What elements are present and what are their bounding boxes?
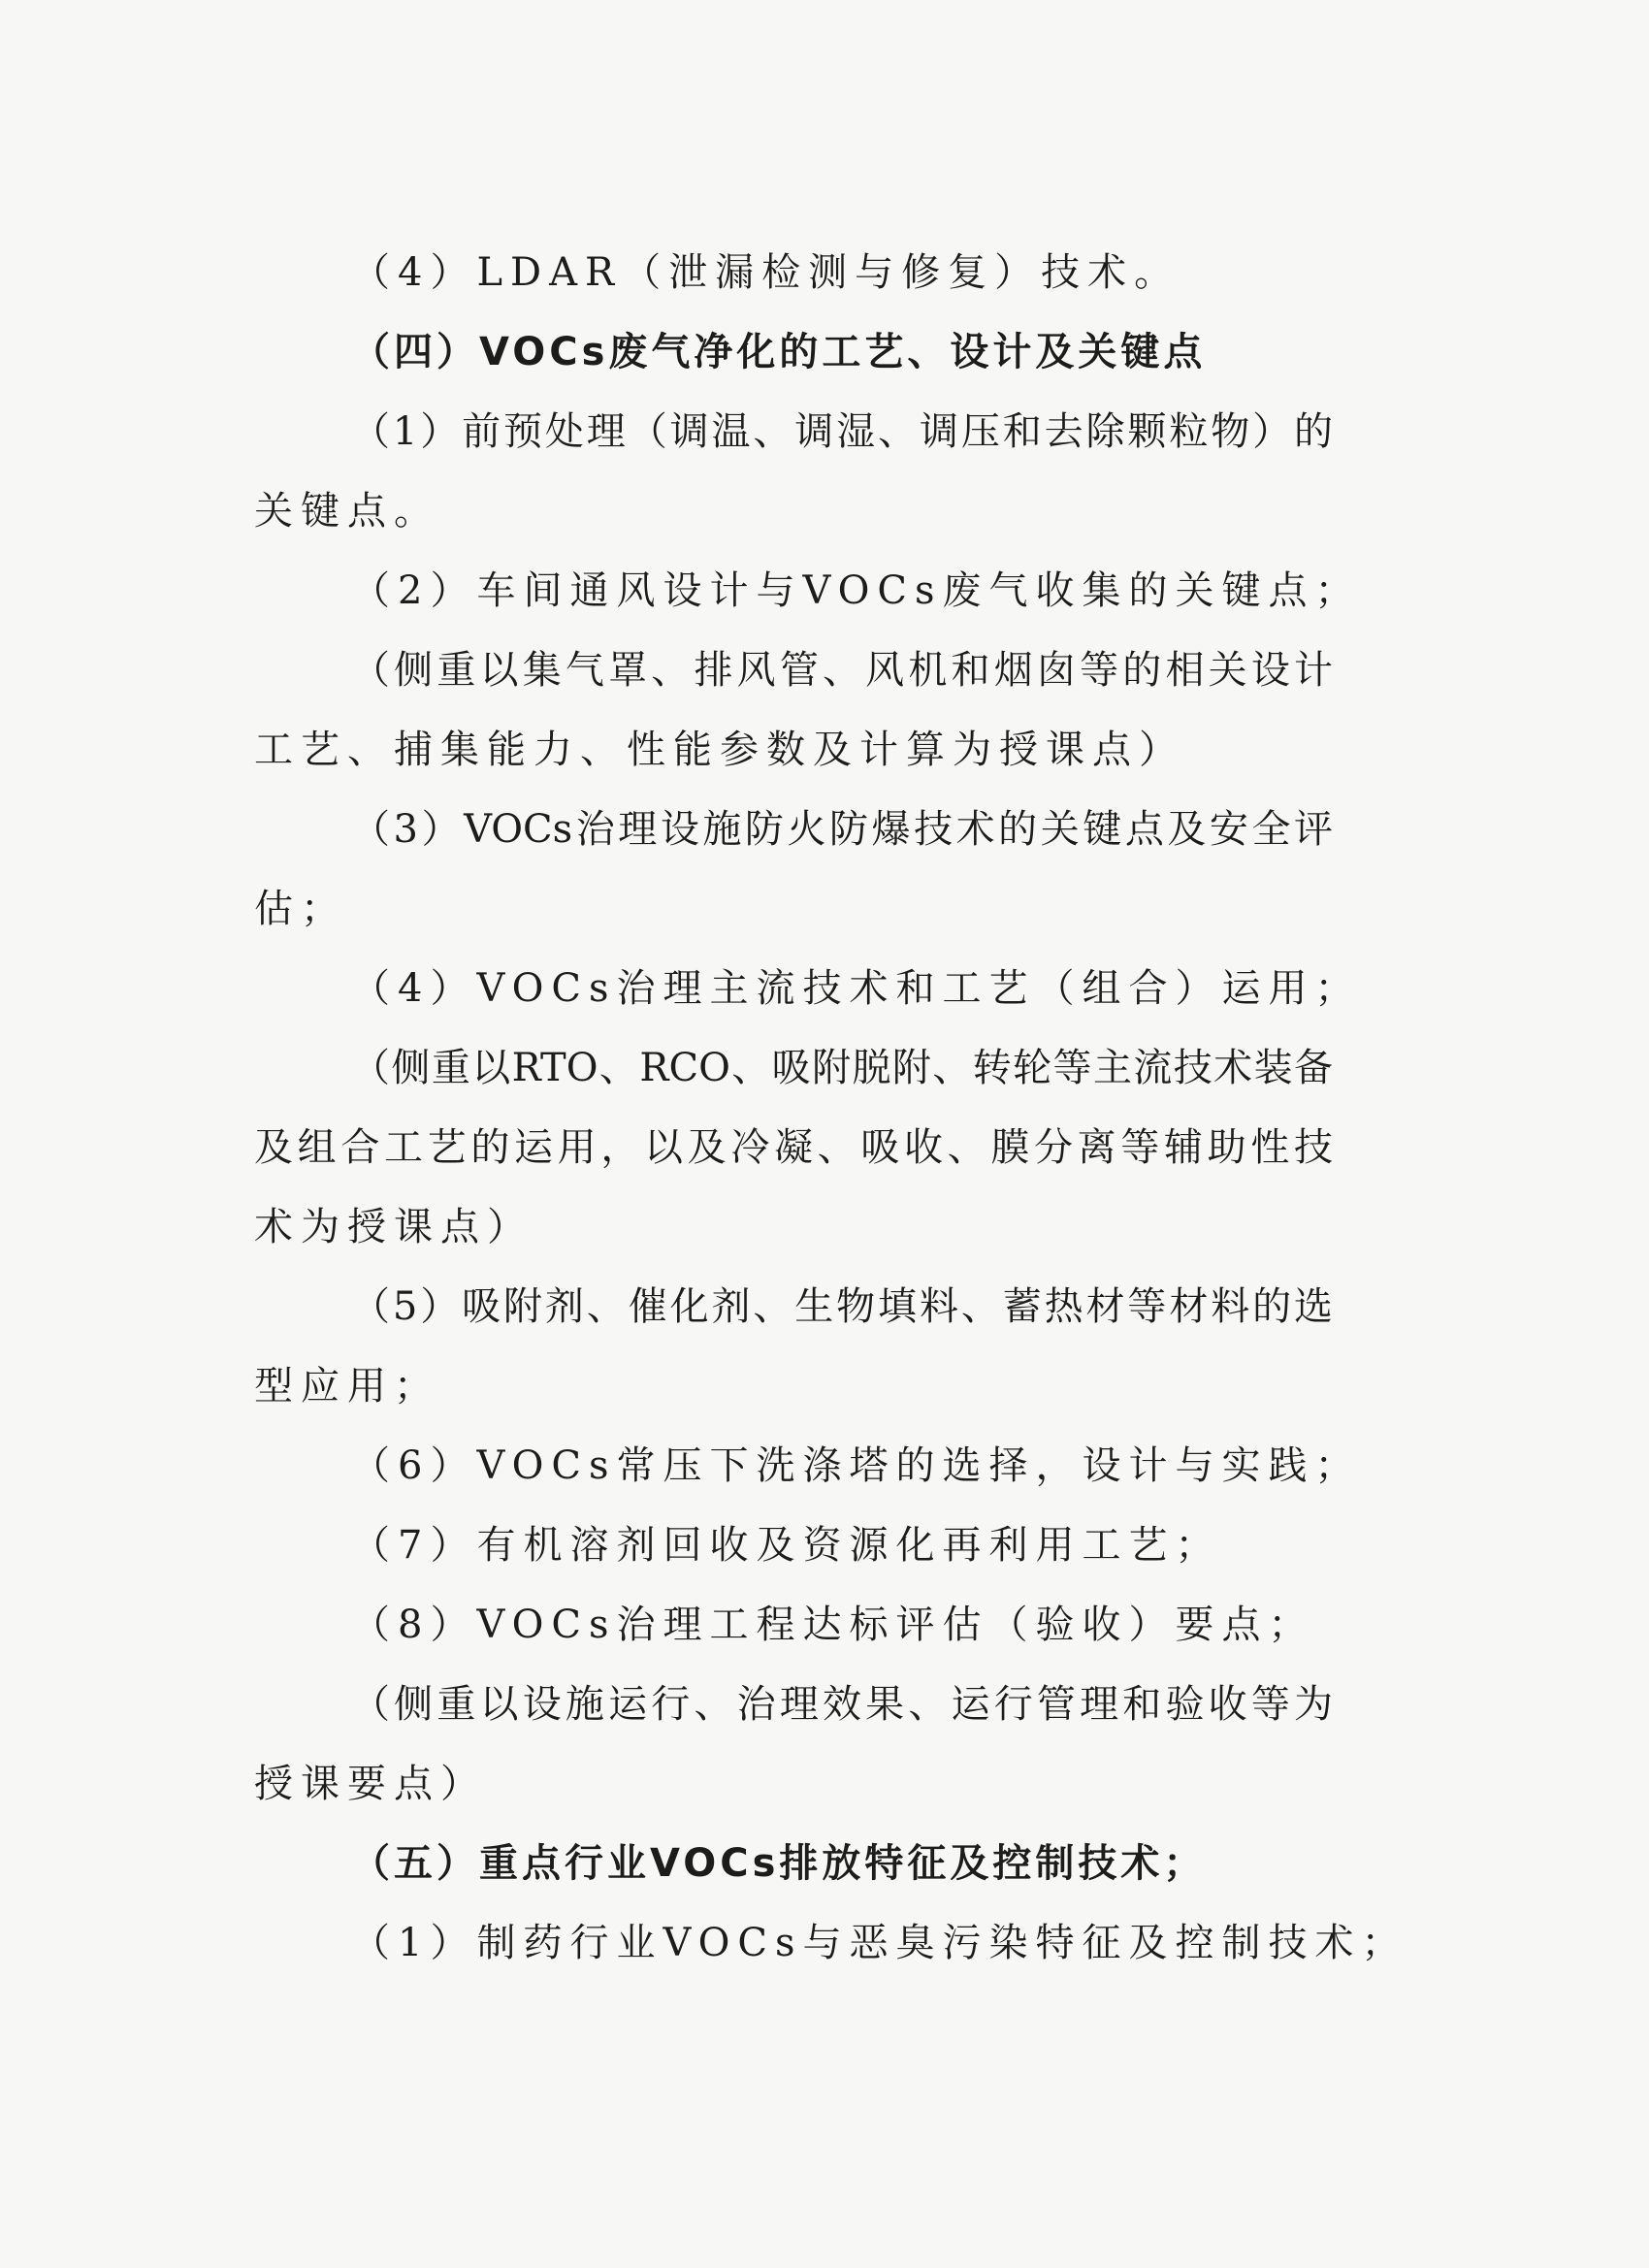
note-acceptance: （侧重以设施运行、治理效果、运行管理和验收等为 [351, 1682, 1333, 1727]
paragraph-mainstream-tech: （4）VOCs治理主流技术和工艺（组合）运用； [351, 966, 1362, 1011]
paragraph-pretreatment-cont: 关键点。 [254, 489, 440, 534]
paragraph-fire-safety: （3）VOCs治理设施防火防爆技术的关键点及安全评 [351, 807, 1333, 852]
document-body [254, 233, 1408, 1983]
note-mainstream-tech-cont: 及组合工艺的运用，以及冷凝、吸收、膜分离等辅助性技 [254, 1125, 1333, 1170]
section-heading-5: （五）重点行业VOCs排放特征及控制技术； [351, 1841, 1207, 1886]
paragraph-acceptance: （8）VOCs治理工程达标评估（验收）要点； [351, 1603, 1315, 1647]
paragraph-pharma: （1）制药行业VOCs与恶臭污染特征及控制技术； [351, 1921, 1408, 1965]
paragraph-fire-safety-cont: 估； [254, 887, 347, 931]
note-mainstream-tech: （侧重以RTO、RCO、吸附脱附、转轮等主流技术装备 [351, 1046, 1333, 1090]
note-mainstream-tech-end: 术为授课点） [254, 1205, 534, 1249]
note-ventilation-cont: 工艺、捕集能力、性能参数及计算为授课点） [254, 728, 1185, 772]
paragraph-materials-cont: 型应用； [254, 1364, 440, 1409]
section-heading-4: （四）VOCs废气净化的工艺、设计及关键点 [351, 330, 1207, 374]
note-ventilation: （侧重以集气罩、排风管、风机和烟囱等的相关设计 [351, 648, 1333, 693]
paragraph-pretreatment: （1）前预处理（调温、调湿、调压和去除颗粒物）的 [351, 409, 1333, 454]
paragraph-materials: （5）吸附剂、催化剂、生物填料、蓄热材等材料的选 [351, 1284, 1333, 1329]
paragraph-scrubber: （6）VOCs常压下洗涤塔的选择，设计与实践； [351, 1443, 1362, 1488]
paragraph-solvent-recovery: （7）有机溶剂回收及资源化再利用工艺； [351, 1523, 1222, 1568]
note-acceptance-cont: 授课要点） [254, 1762, 487, 1806]
paragraph-ldar: （4）LDAR（泄漏检测与修复）技术。 [351, 250, 1181, 295]
paragraph-ventilation: （2）车间通风设计与VOCs废气收集的关键点； [351, 568, 1362, 613]
